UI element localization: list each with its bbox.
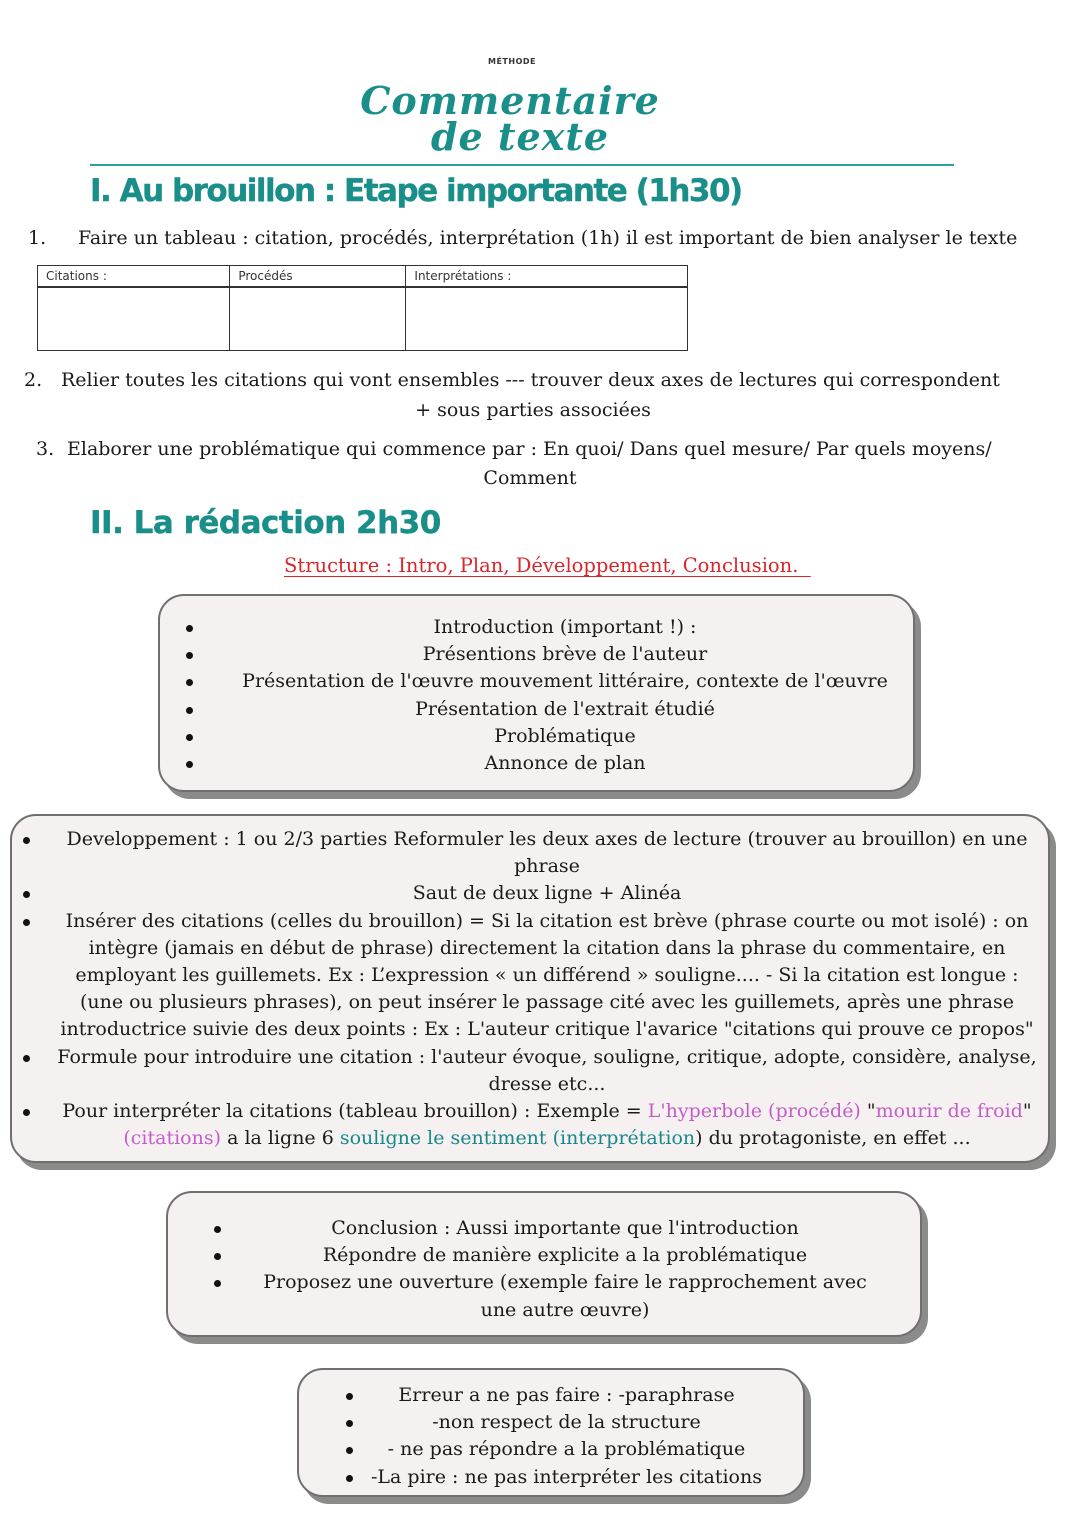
step-3 <box>36 435 1046 464</box>
list-item <box>220 614 910 641</box>
list-item-text: Conclusion : Aussi importante que l'introduction <box>331 1217 799 1239</box>
list-item <box>359 1382 774 1409</box>
step-text: Faire un tableau : citation, procédés, interprétation (1h) il est important de bien analyser le texte <box>78 227 1018 249</box>
list-item <box>52 880 1042 907</box>
table-cell <box>406 287 688 351</box>
list-item-text: Problématique <box>494 724 636 747</box>
list-item-text: -La pire : ne pas interpréter les citations <box>371 1465 762 1488</box>
step-text: Relier toutes les citations qui vont ensembles --- trouver deux axes de lectures qui correspondent <box>61 369 1000 391</box>
list-item <box>359 1436 774 1463</box>
table-cell <box>230 287 406 351</box>
table-cell <box>38 287 230 351</box>
table-header-interpretations: Interprétations : <box>406 266 688 288</box>
bullet-icon <box>346 1447 353 1454</box>
bullet-icon <box>346 1475 353 1482</box>
bullet-icon <box>346 1420 353 1427</box>
list-item-text: Saut de deux ligne + Alinéa <box>412 882 682 905</box>
list-item <box>52 1044 1042 1098</box>
list-item-text: Developpement : 1 ou 2/3 parties Reformuler les deux axes de lecture (trouver au brouillon) en une phrase <box>66 828 1028 878</box>
step-number: 3. <box>36 438 55 460</box>
list-item <box>220 750 910 777</box>
list-item-text: Proposez une ouverture (exemple faire le rapprochement avec une autre œuvre) <box>263 1271 867 1321</box>
list-item-text: Erreur a ne pas faire : -paraphrase <box>398 1384 735 1406</box>
list-item <box>52 826 1042 880</box>
list-item-text: Présentions brève de l'auteur <box>422 643 708 666</box>
example-text: ) du protagoniste, en effet ... <box>695 1127 971 1150</box>
list-item <box>359 1409 774 1436</box>
example-citation-label: (citations) <box>123 1127 222 1150</box>
list-item <box>220 668 910 695</box>
list-item-text: Introduction (important !) : <box>433 616 697 638</box>
list-item-text: Présentation de l'œuvre mouvement littéraire, contexte de l'œuvre <box>242 670 888 693</box>
bullet-icon <box>346 1393 353 1400</box>
table-row <box>38 287 688 351</box>
structure-line: Structure : Intro, Plan, Développement, Conclusion. <box>284 554 811 577</box>
list-item <box>220 723 910 750</box>
list-item-text: Annonce de plan <box>484 752 646 775</box>
list-item <box>220 641 910 668</box>
bullet-icon <box>186 761 193 768</box>
analysis-table <box>37 265 688 351</box>
step-text: Elaborer une problématique qui commence par : En quoi/ Dans quel mesure/ Par quels moyens/ <box>67 438 992 460</box>
example-procede: L'hyperbole (procédé) <box>647 1100 867 1123</box>
bullet-icon <box>23 1055 30 1062</box>
document-title-line2: de texte <box>430 114 610 159</box>
step-1 <box>28 224 1068 253</box>
list-item-text: Présentation de l'extrait étudié <box>415 697 715 720</box>
table-header-citations: Citations : <box>38 266 230 288</box>
list-item-text: Répondre de manière explicite a la problématique <box>322 1244 808 1267</box>
step-2 <box>24 366 1054 395</box>
list-item <box>52 908 1042 1044</box>
quote-mark: " <box>1022 1100 1032 1123</box>
section-heading-redaction: II. La rédaction 2h30 <box>90 505 441 541</box>
example-intro: Pour interpréter la citations (tableau brouillon) : Exemple = <box>62 1100 648 1123</box>
list-item-text: Formule pour introduire une citation : l'auteur évoque, souligne, critique, adopte, considère, analyse, dresse etc... <box>57 1045 1037 1095</box>
example-interpretation: souligne le sentiment (interprétation <box>339 1127 696 1150</box>
bullet-icon <box>214 1226 221 1233</box>
bullet-icon <box>186 734 193 741</box>
bullet-icon <box>186 652 193 659</box>
errors-box <box>297 1368 805 1497</box>
bullet-icon <box>214 1253 221 1260</box>
example-text: a la ligne 6 <box>221 1127 340 1150</box>
list-item <box>248 1269 882 1323</box>
list-item <box>220 696 910 723</box>
list-item-text: - ne pas répondre a la problématique <box>387 1438 746 1461</box>
list-item-text: -non respect de la structure <box>432 1411 701 1434</box>
quote-mark: " <box>866 1100 876 1123</box>
kicker-label: MÉTHODE <box>488 57 536 66</box>
list-item-text: Insérer des citations (celles du brouillon) = Si la citation est brève (phrase courte ou mot isolé) : on intègre (jamais en début de phrase) directement la citation dans la phrase du commentaire, en employant les guillemets. Ex : L’expression « un différend » souligne.... - Si la citation est longue : (une ou plusieurs phrases), on peut insérer le passage cité avec les guillemets, après une phrase introductrice suivie des deux points : Ex : L'auteur critique l'avarice "citations qui prouve ce propos" <box>60 909 1034 1041</box>
list-item <box>359 1464 774 1491</box>
bullet-icon <box>23 919 30 926</box>
introduction-box <box>158 594 915 792</box>
bullet-icon <box>23 837 30 844</box>
bullet-icon <box>23 1109 30 1116</box>
step-number: 2. <box>24 369 43 391</box>
list-item <box>52 1098 1042 1152</box>
document-title-line1: Commentaire <box>360 78 660 123</box>
step-2-sub: + sous parties associées <box>415 399 651 421</box>
section-heading-brouillon: I. Au brouillon : Etape importante (1h30) <box>90 173 742 209</box>
list-item <box>248 1215 882 1242</box>
bullet-icon <box>23 891 30 898</box>
example-citation: mourir de froid <box>875 1100 1023 1123</box>
table-header-procedes: Procédés <box>230 266 406 288</box>
bullet-icon <box>186 625 193 632</box>
development-box <box>10 814 1050 1163</box>
step-number: 1. <box>28 227 47 249</box>
bullet-icon <box>186 707 193 714</box>
list-item <box>248 1242 882 1269</box>
bullet-icon <box>214 1280 221 1287</box>
title-divider <box>90 164 954 166</box>
step-3-continuation: Comment <box>483 467 577 489</box>
bullet-icon <box>186 679 193 686</box>
conclusion-box <box>166 1191 922 1337</box>
